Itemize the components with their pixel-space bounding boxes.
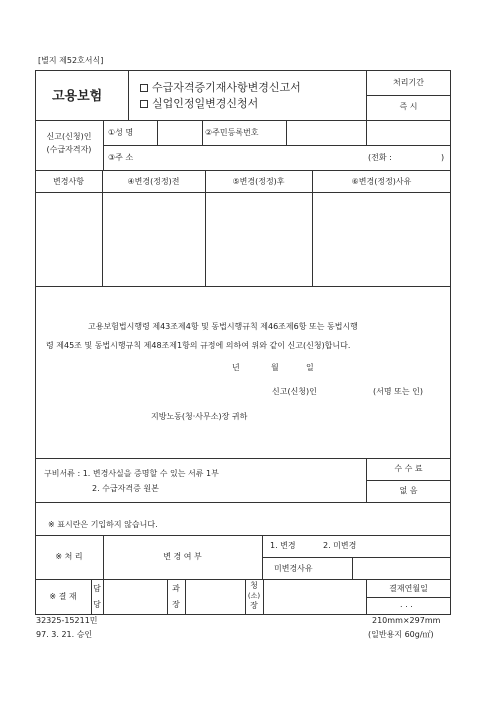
address-field[interactable]	[150, 147, 360, 169]
option-request-label: 실업인정일변경신청서	[152, 97, 259, 110]
checkbox-icon[interactable]	[140, 84, 148, 92]
checkbox-icon[interactable]	[140, 100, 148, 108]
approval-note: 97. 3. 21. 승인	[36, 630, 93, 639]
option-request[interactable]	[140, 97, 258, 110]
form-code: 32325-15211민	[36, 616, 98, 625]
fee-label: 수 수 료	[394, 464, 423, 473]
name-field[interactable]	[158, 122, 201, 144]
process-label: ※ 처 리	[55, 552, 83, 561]
period-value: 즉 시	[399, 102, 418, 111]
option-report-label: 수급자격증기재사항변경신고서	[152, 81, 301, 94]
fee-value: 없 음	[399, 486, 418, 495]
applicant-label: 신고(신청)인	[46, 132, 92, 141]
paper-type: (일반용지 60g/㎡)	[368, 630, 434, 639]
option-report[interactable]	[140, 81, 301, 94]
col-reason: ⑥변경(정정)사유	[351, 177, 412, 186]
approver-office-2: (소)	[247, 592, 261, 600]
documents-label: 구비서류 : 1. 변경사실을 증명할 수 있는 서류 1부	[44, 469, 219, 478]
org-title: 고용보험	[52, 89, 103, 104]
documents-item2: 2. 수급자격증 원본	[92, 484, 159, 493]
signer-label: 신고(신청)인	[272, 387, 317, 396]
approver-section-2: 장	[172, 600, 180, 609]
applicant-sub-label: (수급자격자)	[46, 145, 92, 154]
phone-label: (전화 :	[368, 153, 392, 162]
recipient: 지방노동(청·사무소)장 귀하	[151, 412, 248, 421]
statement-line1: 고용보험법시행령 제43조제4항 및 동법시행규칙 제46조제6항 또는 동법시행	[88, 322, 358, 331]
address-label: ③주 소	[108, 153, 134, 162]
form-id: [별지 제52호서식]	[38, 56, 104, 65]
approver-office-3: 장	[250, 601, 258, 610]
rrn-field[interactable]	[287, 122, 447, 144]
month-label: 월	[271, 363, 279, 372]
option-unchanged: 2. 미변경	[323, 541, 357, 550]
unchanged-reason-field[interactable]	[353, 559, 450, 578]
office-note: ※ 표시란은 기입하지 않습니다.	[48, 520, 158, 529]
col-after: ⑤변경(정정)후	[232, 177, 285, 186]
approval-date-label: 결재연월일	[389, 584, 428, 593]
statement-line2: 령 제45조 및 동법시행규칙 제48조제1항의 규정에 의하여 위와 같이 신고(신청)합니다.	[46, 341, 351, 350]
col-change-item: 변경사항	[53, 177, 84, 186]
sign-note: (서명 또는 인)	[373, 387, 423, 396]
option-changed: 1. 변경	[270, 541, 296, 550]
name-label: ①성 명	[108, 128, 134, 137]
unchanged-reason-label: 미변경사유	[274, 564, 313, 573]
after-field[interactable]	[206, 193, 311, 285]
phone-close: )	[441, 153, 445, 162]
approver-staff-1: 담	[93, 584, 101, 593]
approver-section-1: 과	[172, 584, 180, 593]
rrn-label: ②주민등록번호	[205, 128, 259, 137]
before-field[interactable]	[103, 193, 204, 285]
period-label: 처리기간	[393, 78, 424, 87]
change-item-field[interactable]	[36, 193, 101, 285]
day-label: 일	[306, 363, 314, 372]
reason-field[interactable]	[313, 193, 450, 285]
approver-staff-2: 당	[93, 600, 101, 609]
approver-office-1: 청	[250, 581, 258, 590]
approval-date-dots: . . .	[400, 600, 413, 609]
change-status-label: 변 경 여 부	[163, 552, 202, 561]
col-before: ④변경(정정)전	[127, 177, 180, 186]
approval-label: ※ 결 재	[49, 592, 77, 601]
paper-size: 210mm×297mm	[372, 616, 441, 625]
year-label: 년	[232, 363, 240, 372]
